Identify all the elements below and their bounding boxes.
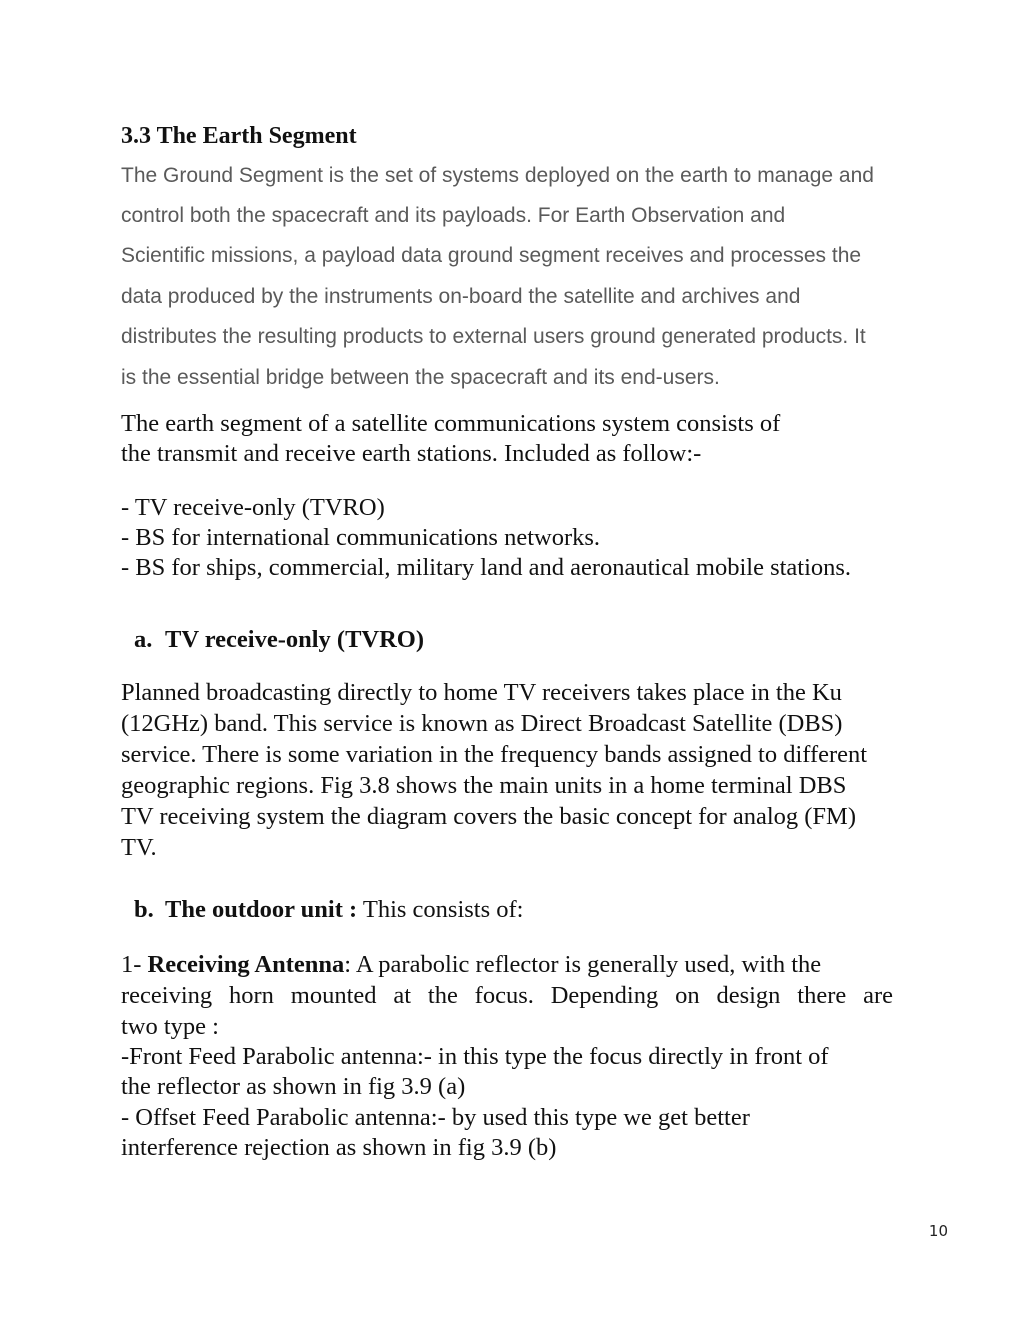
list-item: - BS for ships, commercial, military land and aeronautical mobile stations. [121,554,852,581]
intro-line: control both the spacecraft and its payloads. For Earth Observation and [121,204,786,227]
subsection-rest: This consists of: [357,896,524,923]
paragraph-line: the transmit and receive earth stations. Included as follow:- [121,440,702,467]
intro-line: Scientific missions, a payload data ground segment receives and processes the [121,244,862,267]
section-heading: 3.3 The Earth Segment [121,123,357,149]
paragraph-line: receiving horn mounted at the focus. Depending on design there are [121,982,893,1009]
paragraph-line: two type : [121,1013,219,1040]
paragraph-line: service. There is some variation in the frequency bands assigned to different [121,741,868,768]
intro-line: distributes the resulting products to external users ground generated products. It [121,325,866,348]
page-number: 10 [928,1222,948,1240]
intro-line: is the essential bridge between the spacecraft and its end-users. [121,366,720,389]
paragraph-line: interference rejection as shown in fig 3.9 (b) [121,1134,557,1161]
paragraph-line: - Offset Feed Parabolic antenna:- by used this type we get better [121,1104,750,1131]
paragraph-line: (12GHz) band. This service is known as Direct Broadcast Satellite (DBS) [121,710,843,737]
subsection-marker: b. [134,896,154,923]
list-prefix: 1- [121,951,148,978]
paragraph-line: geographic regions. Fig 3.8 shows the main units in a home terminal DBS [121,772,847,799]
intro-line: data produced by the instruments on-board the satellite and archives and [121,285,801,308]
intro-line: The Ground Segment is the set of systems deployed on the earth to manage and [121,164,874,187]
paragraph-line: Planned broadcasting directly to home TV receivers takes place in the Ku [121,679,842,706]
subsection-title: The outdoor unit : [165,896,358,923]
paragraph-line: TV receiving system the diagram covers the basic concept for analog (FM) [121,803,856,830]
subsection-marker: a. [134,626,153,653]
list-item: - TV receive-only (TVRO) [121,494,385,521]
subsection-a-heading [134,626,424,654]
paragraph-line [121,951,821,979]
paragraph-line: The earth segment of a satellite communications system consists of [121,410,781,437]
paragraph-line: the reflector as shown in fig 3.9 (a) [121,1073,466,1100]
bold-term: Receiving Antenna [147,951,345,978]
subsection-title: TV receive-only (TVRO) [165,626,425,653]
subsection-b-heading [134,896,523,924]
list-item: - BS for international communications networks. [121,524,601,551]
line-text: : A parabolic reflector is generally used, with the [344,951,822,978]
paragraph-line: -Front Feed Parabolic antenna:- in this type the focus directly in front of [121,1043,829,1070]
paragraph-line: TV. [121,834,157,861]
